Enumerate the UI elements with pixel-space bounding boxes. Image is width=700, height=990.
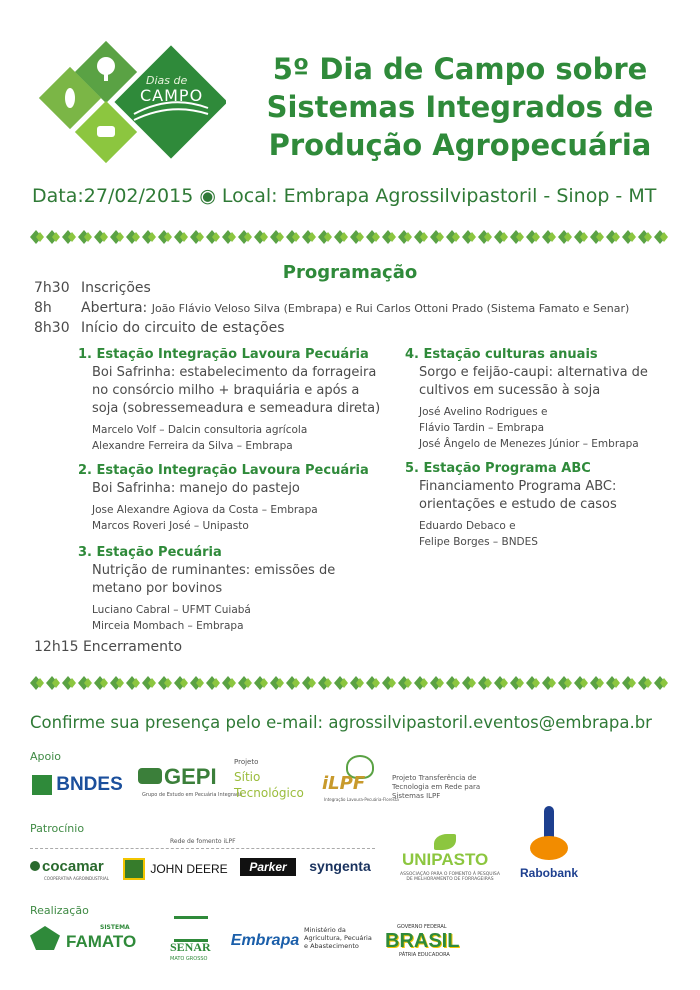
section-patrocinio: Patrocínio <box>30 822 85 835</box>
station-2 <box>78 463 388 534</box>
ilpf-note: Projeto Transferência de Tecnologia em Rede para Sistemas ILPF <box>392 774 481 800</box>
schedule-time: 7h30 <box>34 280 70 296</box>
famato-logo <box>30 924 152 954</box>
closing-time: 12h15 Encerramento <box>34 639 183 655</box>
station-person: Marcos Roveri José – Unipasto <box>92 520 249 532</box>
figure-icon <box>544 806 554 838</box>
leaf-icon <box>434 834 456 850</box>
famato-mark-icon <box>30 926 60 950</box>
ilpf-text: iLPF <box>322 773 366 794</box>
ilpf-logo <box>322 755 399 805</box>
bndes-text: BNDES <box>56 774 123 795</box>
station-person: Luciano Cabral – UFMT Cuiabá <box>92 604 251 616</box>
station-person: José Avelino Rodrigues e <box>419 406 548 418</box>
station-person: Flávio Tardin – Embrapa <box>419 422 545 434</box>
leaf-border-bottom <box>28 674 670 692</box>
title-line-2: Sistemas Integrados de <box>266 90 654 124</box>
embrapa-text: Embrapa <box>230 932 300 949</box>
station-description: Sorgo e feijão-caupi: alternativa de cultivos em sucessão à soja <box>419 365 648 398</box>
gov-bottom: PÁTRIA EDUCADORA <box>399 952 450 958</box>
logo-text-line1: Dias de <box>146 74 188 87</box>
senar-text: SENAR <box>170 940 211 954</box>
station-title: 3. Estação Pecuária <box>78 545 222 560</box>
schedule-text: Abertura: <box>81 300 148 316</box>
rabobank-logo <box>514 806 586 886</box>
embrapa-logo <box>228 930 302 952</box>
gepi-subtitle: Grupo de Estudo em Pecuária Integrada <box>142 792 243 798</box>
cocamar-text: cocamar <box>42 858 104 875</box>
station-person: Alexandre Ferreira da Silva – Embrapa <box>92 440 293 452</box>
sitio-logo <box>234 758 314 804</box>
title-line-3: Produção Agropecuária <box>268 128 652 162</box>
station-5 <box>405 461 655 550</box>
station-description: Financiamento Programa ABC: orientações e estudo de casos <box>419 479 617 512</box>
parker-logo <box>240 858 296 876</box>
johndeere-logo <box>118 858 233 880</box>
schedule-time: 8h <box>34 300 52 316</box>
schedule-time: 8h30 <box>34 320 70 336</box>
syngenta-logo <box>304 855 376 877</box>
senar-stripes-icon <box>174 916 208 942</box>
gepi-logo <box>138 762 243 802</box>
station-description: Boi Safrinha: estabelecimento da forrageira no consórcio milho + braquiária e após a soja (sobressemeadura e semeadura direta) <box>92 365 381 416</box>
famato-line2: FAMATO <box>66 932 137 951</box>
senar-logo <box>168 916 214 966</box>
confirm-email: Confirme sua presença pelo e-mail: agrossilvipastoril.eventos@embrapa.br <box>30 713 652 732</box>
schedule-item-abertura <box>34 300 629 316</box>
section-realizacao: Realização <box>30 904 89 917</box>
title-line-1: 5º Dia de Campo sobre <box>272 52 648 86</box>
johndeere-text: JOHN DEERE <box>150 862 228 876</box>
station-4 <box>405 347 655 452</box>
sitio-projeto: Projeto <box>234 758 259 766</box>
gov-top: GOVERNO FEDERAL <box>397 924 447 930</box>
rabobank-text: Rabobank <box>520 866 579 880</box>
event-logo <box>36 30 226 175</box>
syngenta-text: syngenta <box>309 858 371 874</box>
station-3 <box>78 545 348 634</box>
sitio-line2: Tecnológico <box>234 786 304 800</box>
bndes-logo <box>30 772 125 798</box>
rede-divider <box>30 848 375 849</box>
cocamar-subtitle: COOPERATIVA AGROINDUSTRIAL <box>44 876 109 881</box>
station-person: José Ângelo de Menezes Júnior – Embrapa <box>419 438 639 450</box>
cow-icon <box>138 768 162 784</box>
famato-line1: SISTEMA <box>100 924 130 931</box>
station-person: Jose Alexandre Agiova da Costa – Embrapa <box>92 504 318 516</box>
rede-fomento-label: Rede de fomento iLPF <box>170 838 236 845</box>
station-1 <box>78 347 388 454</box>
station-person: Eduardo Debaco e <box>419 520 516 532</box>
logo-text-line2: CAMPO <box>140 86 204 105</box>
program-heading: Programação <box>282 262 418 283</box>
station-title: 4. Estação culturas anuais <box>405 347 598 362</box>
schedule-text: Início do circuito de estações <box>81 320 285 336</box>
gepi-text: GEPI <box>164 764 217 789</box>
governo-federal-logo <box>385 924 471 958</box>
station-title: 1. Estação Integração Lavoura Pecuária <box>78 347 369 362</box>
station-description: Nutrição de ruminantes: emissões de metano por bovinos <box>92 563 336 596</box>
ministerio-label: Ministério da Agricultura, Pecuária e Abastecimento <box>304 926 372 950</box>
station-person: Felipe Borges – BNDES <box>419 536 538 548</box>
orange-disc-icon <box>530 836 568 860</box>
schedule-item-inscricoes <box>34 280 151 296</box>
sitio-line1: Sítio <box>234 770 261 784</box>
brasil-text: BRASIL <box>385 930 460 952</box>
date-location: Data:27/02/2015 ◉ Local: Embrapa Agrossilvipastoril - Sinop - MT <box>32 185 657 207</box>
bndes-mark-icon <box>32 775 52 795</box>
unipasto-text: UNIPASTO <box>402 850 489 869</box>
station-title: 5. Estação Programa ABC <box>405 461 591 476</box>
leaf-border-top <box>28 228 670 246</box>
schedule-item-circuito <box>34 320 285 336</box>
unipasto-subtitle: ASSOCIAÇÃO PARA O FOMENTO À PESQUISA DE MELHORAMENTO DE FORRAGEIRAS <box>400 872 500 882</box>
deer-icon <box>123 858 145 880</box>
ilpf-subtitle: Integração Lavoura-Pecuária-Floresta <box>324 797 399 802</box>
unipasto-logo <box>396 834 500 884</box>
station-person: Marcelo Volf – Dalcin consultoria agrícola <box>92 424 308 436</box>
schedule-detail: João Flávio Veloso Silva (Embrapa) e Rui Carlos Ottoni Prado (Sistema Famato e Senar) <box>151 302 630 315</box>
parker-text: Parker <box>249 860 287 874</box>
station-description: Boi Safrinha: manejo do pastejo <box>92 481 300 496</box>
station-title: 2. Estação Integração Lavoura Pecuária <box>78 463 369 478</box>
cocamar-logo <box>30 858 112 884</box>
schedule-text: Inscrições <box>81 280 151 296</box>
section-apoio: Apoio <box>30 750 62 763</box>
station-person: Mirceia Mombach – Embrapa <box>92 620 244 632</box>
senar-subtitle: MATO GROSSO <box>170 956 208 962</box>
cocamar-mark-icon <box>30 861 40 871</box>
